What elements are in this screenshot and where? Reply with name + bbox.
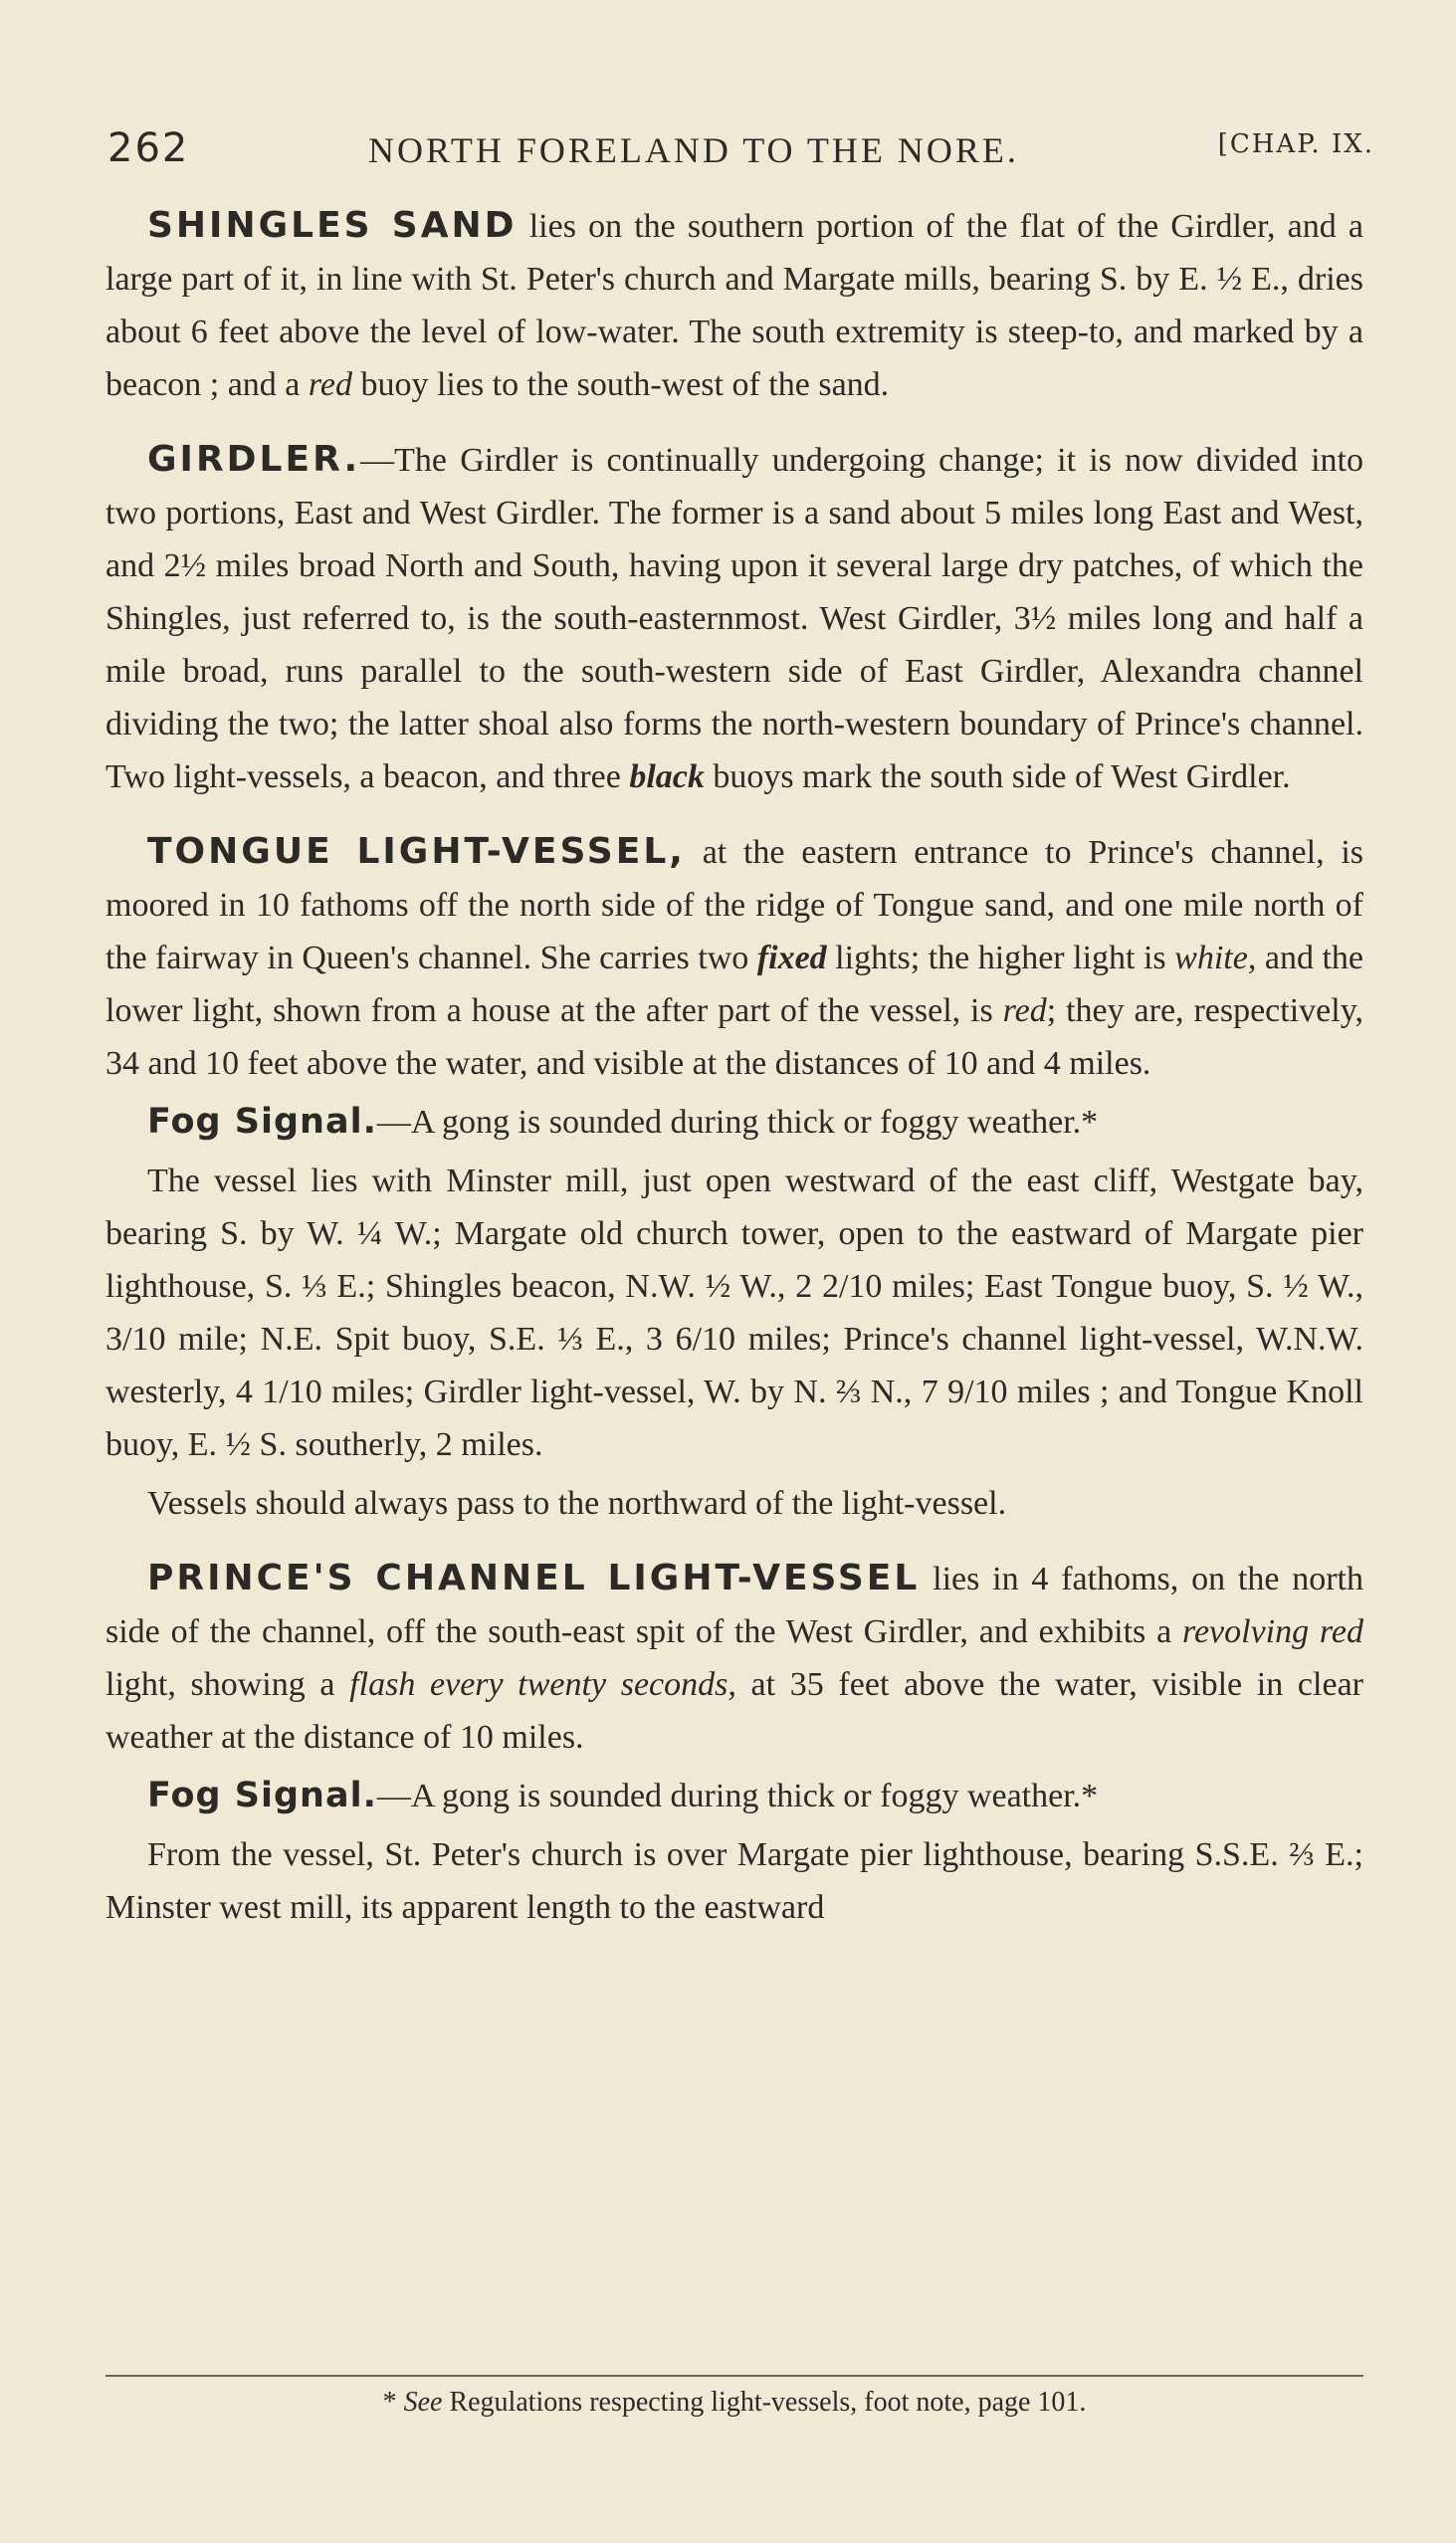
heading-fog-signal: Fog Signal.: [147, 1776, 377, 1815]
paragraph-princes-fog-signal: Fog Signal.—A gong is sounded during thick or foggy weather.*: [147, 1776, 1099, 1815]
chapter-label: [CHAP. IX.: [1217, 129, 1374, 159]
running-header: [107, 115, 1374, 175]
paragraph-tongue-light-vessel: TONGUE LIGHT-VESSEL, at the eastern entrance to Prince's channel, is moored in 10 fathoms off the north side of the ridge of Tongue sand, and one mile north of the fairway in Queen's channel. She carries two fixed lights; the higher light is white, and the lower light, shown from a house at the after part of the vessel, is red; they are, respectively, 34 and 10 feet above the water, and visible at the distances of 10 and 4 miles.: [105, 831, 1363, 1082]
footnote: [105, 2387, 1363, 2419]
footnote-marker: *: [382, 2387, 397, 2418]
footnote-see: See: [403, 2387, 443, 2418]
page-number: 262: [107, 125, 190, 171]
footnote-divider: [105, 2375, 1363, 2377]
paragraph-shingles-sand: SHINGLES SAND lies on the southern portion of the flat of the Girdler, and a large part of it, in line with St. Peter's church and Margate mills, bearing S. by E. ½ E., dries about 6 feet above the level of low-water. The south extremity is steep-to, and marked by a beacon ; and a red buoy lies to the south-west of the sand.: [105, 205, 1364, 403]
paragraph-princes-bearings: From the vessel, St. Peter's church is over Margate pier lighthouse, bearing S.S.E. ⅔ E.; Minster west mill, its apparent length to the eastward: [105, 1836, 1363, 1926]
paragraph-tongue-bearings: The vessel lies with Minster mill, just open westward of the east cliff, Westgate bay, bearing S. by W. ¼ W.; Margate old church tower, open to the eastward of Margate pier lighthouse, S. ⅓ E.; Shingles beacon, N.W. ½ W., 2 2/10 miles; East Tongue buoy, S. ½ W., 3/10 mile; N.E. Spit buoy, S.E. ⅓ E., 3 6/10 miles; Prince's channel light-vessel, W.N.W. westerly, 4 1/10 miles; Girdler light-vessel, W. by N. ⅔ N., 7 9/10 miles ; and Tongue Knoll buoy, E. ½ S. southerly, 2 miles.: [105, 1163, 1363, 1463]
footnote-text: Regulations respecting light-vessels, foot note, page 101.: [442, 2387, 1087, 2418]
heading-tongue-light-vessel: TONGUE LIGHT-VESSEL,: [147, 831, 686, 872]
paragraph-tongue-fog-signal: Fog Signal.—A gong is sounded during thick or foggy weather.*: [147, 1102, 1099, 1142]
page-body: [105, 199, 1363, 1940]
heading-girdler: GIRDLER.: [147, 439, 361, 480]
running-title: NORTH FORELAND TO THE NORE.: [368, 130, 1019, 170]
heading-shingles-sand: SHINGLES SAND: [147, 205, 518, 246]
heading-princes-channel-light-vessel: PRINCE'S CHANNEL LIGHT-VESSEL: [147, 1558, 921, 1598]
paragraph-princes-channel-light-vessel: PRINCE'S CHANNEL LIGHT-VESSEL lies in 4 fathoms, on the north side of the channel, off the south-east spit of the West Girdler, and exhibits a revolving red light, showing a flash every twenty seconds, at 35 feet above the water, visible in clear weather at the distance of 10 miles.: [105, 1558, 1363, 1756]
heading-fog-signal: Fog Signal.: [147, 1102, 377, 1142]
paragraph-girdler: GIRDLER.—The Girdler is continually undergoing change; it is now divided into two portions, East and West Girdler. The former is a sand about 5 miles long East and West, and 2½ miles broad North and South, having upon it several large dry patches, of which the Shingles, just referred to, is the south-easternmost. West Girdler, 3½ miles long and half a mile broad, runs parallel to the south-western side of East Girdler, Alexandra channel dividing the two; the latter shoal also forms the north-western boundary of Prince's channel. Two light-vessels, a beacon, and three black buoys mark the south side of West Girdler.: [105, 439, 1363, 795]
paragraph-tongue-advice: Vessels should always pass to the northward of the light-vessel.: [147, 1485, 1007, 1522]
